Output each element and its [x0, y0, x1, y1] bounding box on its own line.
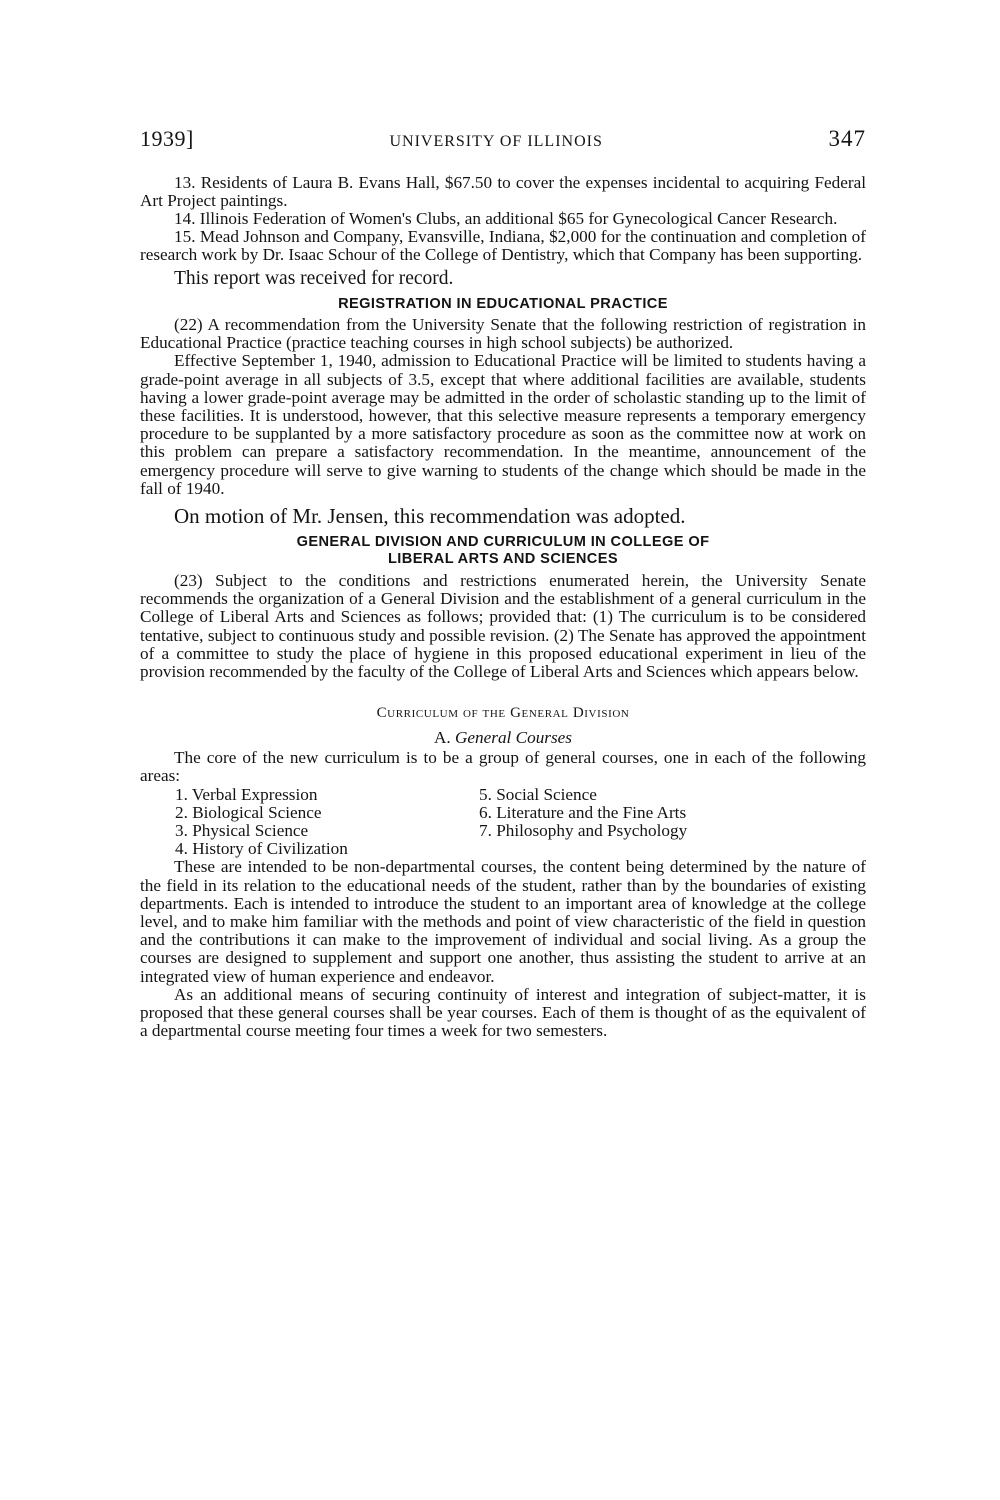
paragraph-non-departmental: These are intended to be non-departmental courses, the content being determined by the nature of the field in its relation to the educational needs of the student, rather than by the boundaries of existing departments. Each is intended to introduce the student to an important area of knowledge at the college level, and to make him familiar with the methods and point of view characteristic of the field in question and the contributions it can make to the improvement of individual and social living. As a group the courses are designed to supplement and support one another, thus assisting the student to arrive at an integrated view of human experience and endeavor.	[140, 857, 866, 986]
paragraph-effective: Effective September 1, 1940, admission to Educational Practice will be limited to students having a grade-point average in all subjects of 3.5, except that where additional facilities are available, students having a lower grade-point average may be admitted in the order of scholastic standing up to the limit of these facilities. It is understood, however, that this selective measure represents a temporary emergency procedure to be supplanted by a more satisfactory procedure as soon as the committee now at work on this problem can prepare a satisfactory recommendation. In the meantime, announcement of the emergency procedure will serve to give warning to students of the change which should be made in the fall of 1940.	[140, 351, 866, 498]
paragraph-23: (23) Subject to the conditions and restrictions enumerated herein, the University Senate recommends the organization of a General Division and the establishment of a general curriculum in the College of Liberal Arts and Sciences as follows; provided that: (1) The curriculum is to be considered tentative, subject to continuous study and possible revision. (2) The Senate has approved the appointment of a committee to study the place of hygiene in this proposed educational experiment in lieu of the provision recommended by the faculty of the College of Liberal Arts and Sciences which appears below.	[140, 571, 866, 682]
area-item: 7. Philosophy and Psychology	[479, 821, 688, 841]
areas-list	[175, 786, 866, 859]
header-title: UNIVERSITY OF ILLINOIS	[389, 133, 603, 150]
area-item: 6. Literature and the Fine Arts	[479, 802, 687, 822]
general-division-heading-line1: GENERAL DIVISION AND CURRICULUM IN COLLEGE OF	[296, 534, 710, 551]
motion-adopted-note: On motion of Mr. Jensen, this recommendation was adopted.	[174, 504, 686, 529]
area-item: 1. Verbal Expression	[175, 784, 318, 804]
document-page	[140, 126, 866, 1041]
areas-column-left	[175, 786, 479, 859]
header-year: 1939]	[140, 126, 194, 151]
areas-column-right	[479, 786, 839, 859]
general-division-heading	[140, 534, 866, 568]
section-title: General Courses	[455, 728, 572, 748]
curriculum-title: Curriculum of the General Division	[376, 705, 630, 722]
curriculum-intro: The core of the new curriculum is to be a group of general courses, one in each of the following areas:	[140, 748, 866, 786]
area-item: 5. Social Science	[479, 784, 597, 804]
running-header	[140, 126, 866, 156]
area-item: 4. History of Civilization	[175, 839, 348, 859]
gift-item-13: 13. Residents of Laura B. Evans Hall, $67.50 to cover the expenses incidental to acquiring Federal Art Project paintings.	[140, 173, 866, 210]
area-item: 3. Physical Science	[175, 821, 309, 841]
registration-heading: REGISTRATION IN EDUCATIONAL PRACTICE	[338, 296, 668, 312]
gift-item-15: 15. Mead Johnson and Company, Evansville, Indiana, $2,000 for the continuation and completion of research work by Dr. Isaac Schour of the College of Dentistry, which that Company has been supporting.	[140, 227, 866, 264]
gifts-list	[140, 174, 866, 264]
page-number: 347	[828, 126, 866, 151]
general-division-heading-line2: LIBERAL ARTS AND SCIENCES	[387, 551, 618, 568]
report-received-note: This report was received for record.	[174, 268, 454, 289]
paragraph-continuity: As an additional means of securing continuity of interest and integration of subject-matter, it is proposed that these general courses shall be year courses. Each of them is thought of as the equivalent of a departmental course meeting four times a week for two semesters.	[140, 984, 866, 1041]
area-item: 2. Biological Science	[175, 802, 322, 822]
gift-item-14: 14. Illinois Federation of Women's Clubs, an additional $65 for Gynecological Cancer Research.	[174, 209, 838, 228]
paragraph-22: (22) A recommendation from the University Senate that the following restriction of registration in Educational Practice (practice teaching courses in high school subjects) be authorized.	[140, 315, 866, 353]
general-courses-subtitle	[140, 727, 866, 749]
section-label: A.	[434, 728, 451, 748]
